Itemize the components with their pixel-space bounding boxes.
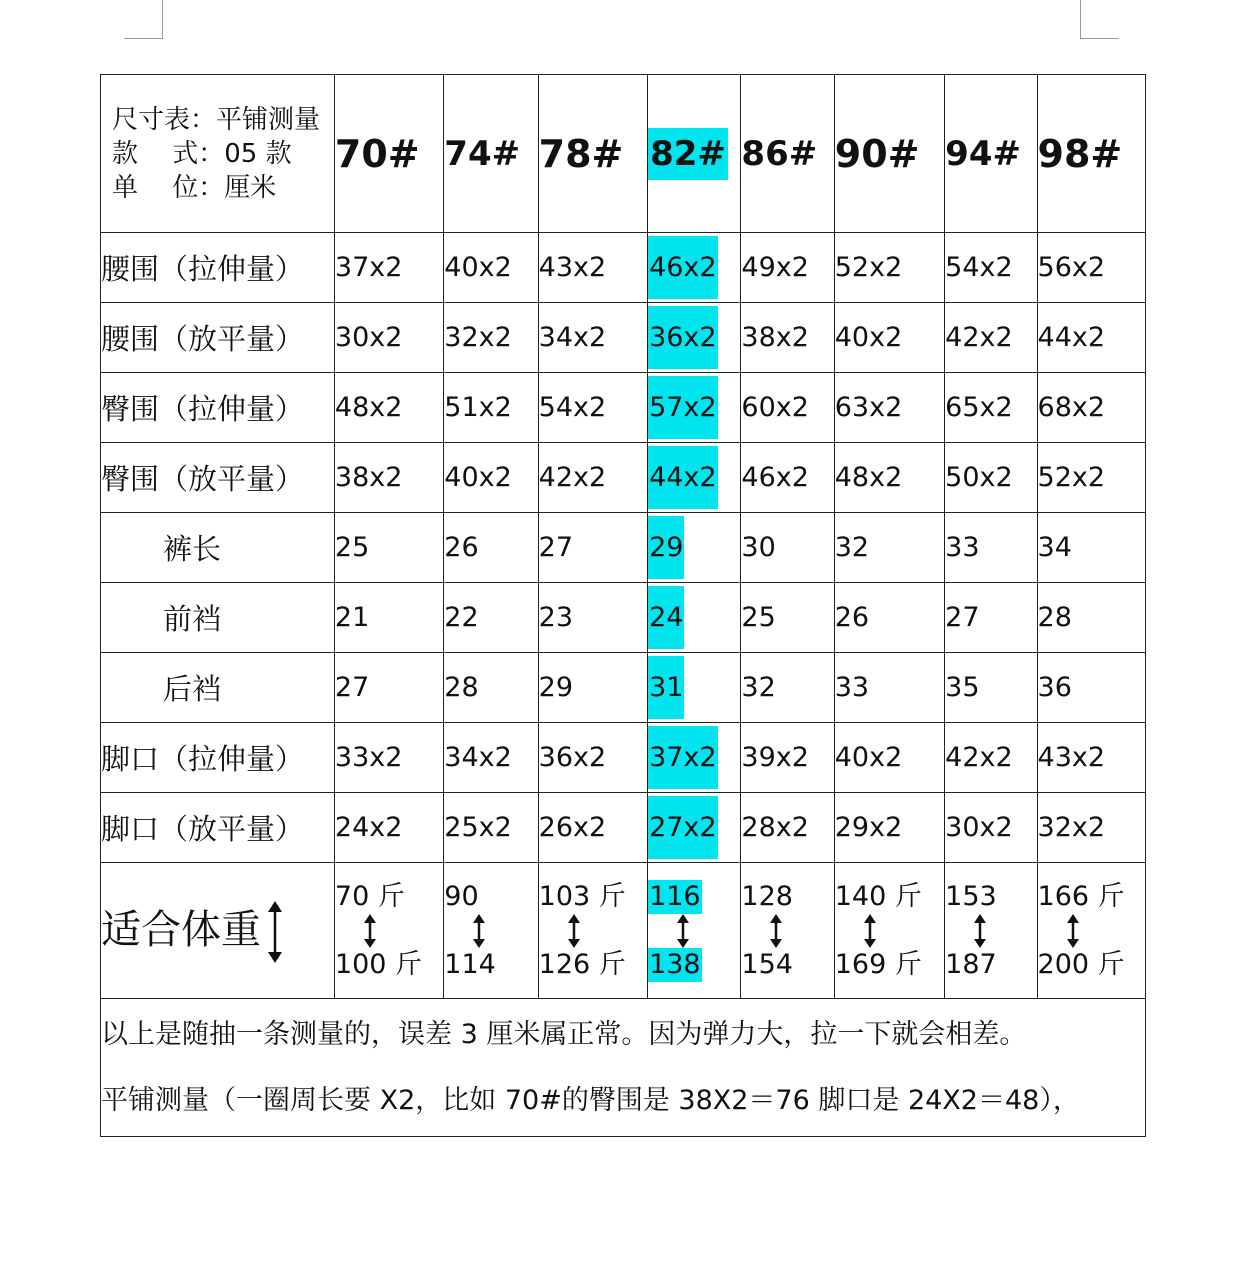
measurement-value: 46x2 — [648, 236, 718, 299]
measurement-label: 前裆 — [101, 583, 335, 653]
measurement-value: 40x2 — [834, 723, 944, 793]
measurement-value: 29 — [538, 653, 647, 723]
measurement-value: 33 — [834, 653, 944, 723]
measurement-value: 40x2 — [444, 443, 538, 513]
measurement-value: 40x2 — [834, 303, 944, 373]
measurement-value: 38x2 — [741, 303, 834, 373]
measurement-value: 33x2 — [334, 723, 443, 793]
double-arrow-icon — [363, 914, 377, 948]
notes-row — [101, 999, 1146, 1137]
measurement-value: 44x2 — [1037, 303, 1145, 373]
measurement-value-cell-highlighted — [648, 793, 741, 863]
measurement-value: 33 — [945, 513, 1037, 583]
measurement-value: 65x2 — [945, 373, 1037, 443]
measurement-row — [101, 233, 1146, 303]
page-corner-mark-left — [124, 0, 163, 39]
measurement-value-cell-highlighted — [648, 583, 741, 653]
note-line: 平铺测量（一圈周长要 X2，比如 70#的臀围是 38X2＝76 脚口是 24X2＝48）， — [101, 1084, 1080, 1116]
measurement-value: 43x2 — [538, 233, 647, 303]
size-chart-table — [100, 74, 1146, 1137]
size-header-74: 74# — [444, 75, 538, 233]
measurement-value: 27 — [945, 583, 1037, 653]
measurement-value: 51x2 — [444, 373, 538, 443]
header-row — [101, 75, 1146, 233]
measurement-label: 臀围（拉伸量） — [101, 373, 335, 443]
measurement-value-cell-highlighted — [648, 723, 741, 793]
size-header-98: 98# — [1037, 75, 1145, 233]
measurement-value: 28x2 — [741, 793, 834, 863]
double-arrow-icon — [863, 914, 877, 948]
measurement-value: 27 — [334, 653, 443, 723]
measurement-value: 21 — [334, 583, 443, 653]
note-line: 以上是随抽一条测量的，误差 3 厘米属正常。因为弹力大，拉一下就会相差。 — [101, 1018, 1027, 1050]
measurement-value: 46x2 — [741, 443, 834, 513]
weight-range-from: 140 斤 — [834, 880, 922, 912]
measurement-label: 臀围（放平量） — [101, 443, 335, 513]
double-arrow-icon — [676, 914, 690, 948]
measurement-value: 29x2 — [834, 793, 944, 863]
weight-range-cell — [538, 863, 647, 999]
weight-range-to: 114 — [444, 948, 496, 980]
measurement-row — [101, 653, 1146, 723]
measurement-value: 29 — [648, 516, 684, 579]
measurement-value-cell-highlighted — [648, 443, 741, 513]
measurement-value: 57x2 — [648, 376, 718, 439]
measurement-value: 25 — [741, 583, 834, 653]
measurement-value: 24 — [648, 586, 684, 649]
weight-row — [101, 863, 1146, 999]
measurement-value: 32x2 — [444, 303, 538, 373]
measurement-value: 40x2 — [444, 233, 538, 303]
measurement-value: 48x2 — [834, 443, 944, 513]
measurement-row — [101, 583, 1146, 653]
weight-range-to: 187 — [945, 948, 997, 980]
measurement-value: 25 — [334, 513, 443, 583]
measurement-value: 44x2 — [648, 446, 718, 509]
measurement-value: 49x2 — [741, 233, 834, 303]
measurement-value: 30 — [741, 513, 834, 583]
measurement-value: 50x2 — [945, 443, 1037, 513]
size-header-78: 78# — [538, 75, 647, 233]
size-header-94: 94# — [945, 75, 1037, 233]
weight-range-cell — [444, 863, 538, 999]
measurement-label: 脚口（放平量） — [101, 793, 335, 863]
measurement-value: 48x2 — [334, 373, 443, 443]
measurement-label: 脚口（拉伸量） — [101, 723, 335, 793]
weight-label-cell — [101, 863, 335, 999]
measurement-value: 54x2 — [538, 373, 647, 443]
measurement-value: 32 — [834, 513, 944, 583]
measurement-value: 68x2 — [1037, 373, 1145, 443]
measurement-value: 39x2 — [741, 723, 834, 793]
size-header-82-cell — [648, 75, 741, 233]
measurement-value: 24x2 — [334, 793, 443, 863]
measurement-value: 63x2 — [834, 373, 944, 443]
measurement-value: 54x2 — [945, 233, 1037, 303]
measurement-value: 42x2 — [945, 723, 1037, 793]
info-line-style: 款 式：05 款 — [112, 138, 292, 169]
weight-label: 适合体重 — [101, 907, 261, 953]
weight-range-to: 100 斤 — [334, 948, 423, 980]
measurement-value: 37x2 — [648, 726, 718, 789]
measurement-value: 25x2 — [444, 793, 538, 863]
measurement-value: 23 — [538, 583, 647, 653]
weight-range-cell — [648, 863, 741, 999]
measurement-value: 37x2 — [334, 233, 443, 303]
weight-range-to: 138 — [649, 948, 701, 980]
measurement-value: 36x2 — [648, 306, 718, 369]
measurement-value: 35 — [945, 653, 1037, 723]
measurement-value: 30x2 — [945, 793, 1037, 863]
measurement-value: 38x2 — [334, 443, 443, 513]
double-arrow-icon — [267, 901, 283, 963]
double-arrow-icon — [769, 914, 783, 948]
weight-range-from: 166 斤 — [1037, 880, 1125, 912]
measurement-row — [101, 723, 1146, 793]
info-line-unit: 单 位：厘米 — [112, 172, 277, 203]
weight-range-from: 116 — [649, 880, 701, 912]
measurement-label: 后裆 — [101, 653, 335, 723]
page-corner-mark-right — [1080, 0, 1119, 39]
double-arrow-icon — [472, 914, 486, 948]
measurement-row — [101, 443, 1146, 513]
double-arrow-icon — [567, 914, 581, 948]
measurement-row — [101, 373, 1146, 443]
weight-range-from: 70 斤 — [334, 880, 405, 912]
measurement-value: 42x2 — [538, 443, 647, 513]
weight-range-to: 200 斤 — [1037, 948, 1125, 980]
weight-range-to: 126 斤 — [538, 948, 626, 980]
weight-range-cell — [334, 863, 443, 999]
measurement-value-cell-highlighted — [648, 233, 741, 303]
weight-range-cell — [741, 863, 834, 999]
weight-range-cell — [945, 863, 1037, 999]
measurement-value: 31 — [648, 656, 684, 719]
measurement-value: 28 — [444, 653, 538, 723]
measurement-row — [101, 793, 1146, 863]
measurement-value-cell-highlighted — [648, 303, 741, 373]
measurement-value-cell-highlighted — [648, 653, 741, 723]
measurement-value: 52x2 — [1037, 443, 1145, 513]
measurement-value: 26x2 — [538, 793, 647, 863]
measurement-value: 28 — [1037, 583, 1145, 653]
measurement-label: 腰围（放平量） — [101, 303, 335, 373]
weight-range-from: 103 斤 — [538, 880, 626, 912]
weight-range-to: 169 斤 — [834, 948, 922, 980]
measurement-value: 30x2 — [334, 303, 443, 373]
measurement-value: 27 — [538, 513, 647, 583]
measurement-value: 26 — [834, 583, 944, 653]
measurement-value: 34x2 — [444, 723, 538, 793]
measurement-label: 裤长 — [101, 513, 335, 583]
measurement-value: 32x2 — [1037, 793, 1145, 863]
measurement-value: 42x2 — [945, 303, 1037, 373]
double-arrow-icon — [973, 914, 987, 948]
size-header-82: 82# — [648, 128, 728, 180]
measurement-value: 34x2 — [538, 303, 647, 373]
header-info-cell — [101, 75, 335, 233]
measurement-value: 26 — [444, 513, 538, 583]
size-header-90: 90# — [834, 75, 944, 233]
weight-range-to: 154 — [741, 948, 793, 980]
measurement-value: 27x2 — [648, 796, 718, 859]
measurement-value: 60x2 — [741, 373, 834, 443]
measurement-value: 34 — [1037, 513, 1145, 583]
size-header-86: 86# — [741, 75, 834, 233]
measurement-value: 52x2 — [834, 233, 944, 303]
measurement-value: 36x2 — [538, 723, 647, 793]
measurement-label: 腰围（拉伸量） — [101, 233, 335, 303]
measurement-value: 22 — [444, 583, 538, 653]
info-line-title: 尺寸表：平铺测量 — [112, 104, 321, 135]
measurement-value: 32 — [741, 653, 834, 723]
measurement-value: 36 — [1037, 653, 1145, 723]
weight-range-from: 153 — [945, 880, 997, 912]
size-header-70: 70# — [334, 75, 443, 233]
weight-range-from: 90 — [444, 880, 479, 912]
weight-range-from: 128 — [741, 880, 793, 912]
notes-cell — [101, 999, 1146, 1137]
measurement-row — [101, 513, 1146, 583]
double-arrow-icon — [1066, 914, 1080, 948]
measurement-value: 43x2 — [1037, 723, 1145, 793]
weight-range-cell — [1037, 863, 1145, 999]
measurement-value-cell-highlighted — [648, 373, 741, 443]
measurement-row — [101, 303, 1146, 373]
weight-range-cell — [834, 863, 944, 999]
measurement-value: 56x2 — [1037, 233, 1145, 303]
measurement-value-cell-highlighted — [648, 513, 741, 583]
